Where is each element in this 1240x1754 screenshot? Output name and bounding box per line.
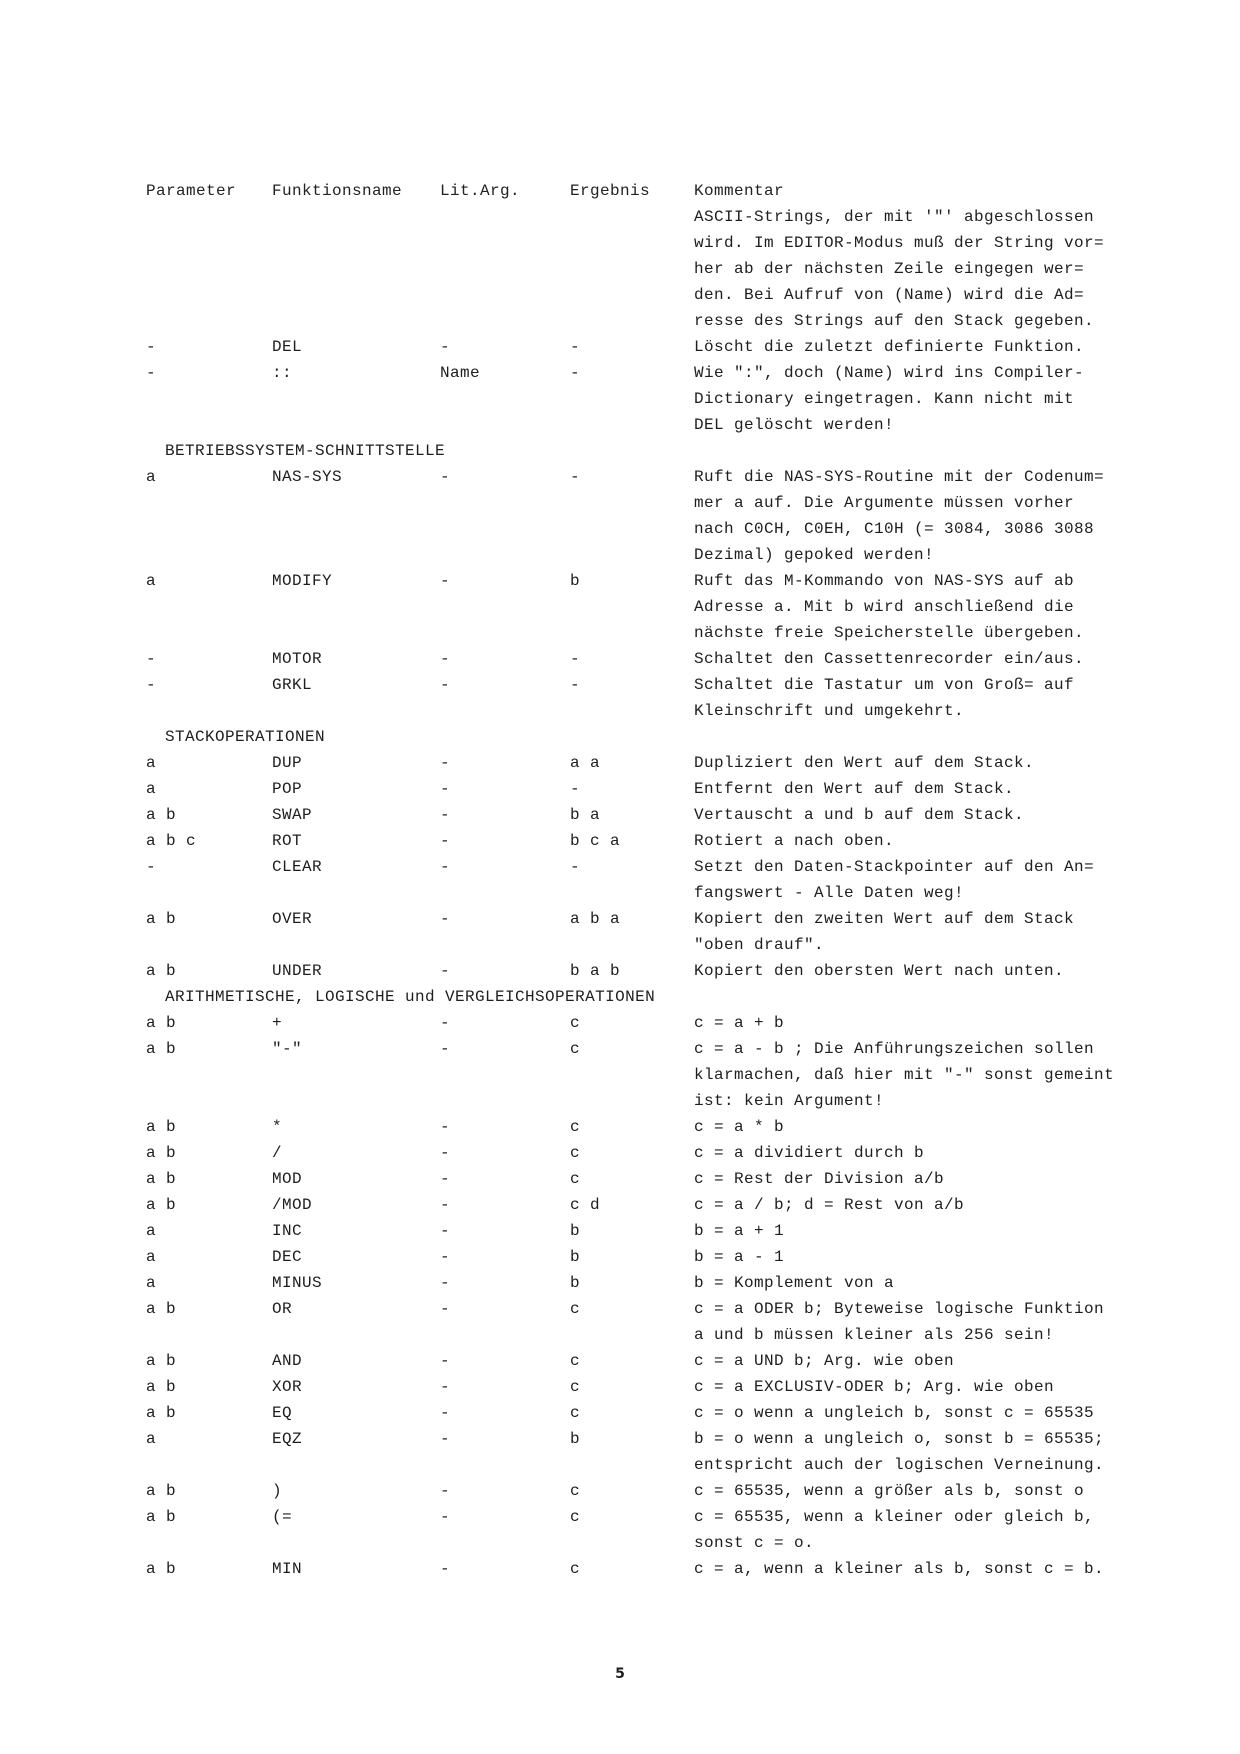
comment-cell: Schaltet die Tastatur um von Groß= auf (694, 676, 1075, 694)
comment-cell: Vertauscht a und b auf dem Stack. (694, 806, 1025, 824)
table-row (138, 854, 1158, 880)
parameter-cell: a b (146, 1482, 177, 1500)
literal-argument-cell: - (440, 572, 451, 590)
function-name-cell: MOTOR (272, 650, 323, 668)
table-row (138, 360, 1158, 386)
comment-continuation-row (138, 594, 1158, 620)
comment-continuation-row (138, 1062, 1158, 1088)
function-name-cell: XOR (272, 1378, 303, 1396)
literal-argument-cell: Name (440, 364, 481, 382)
comment-cell: c = a - b ; Die Anführungszeichen sollen (694, 1040, 1095, 1058)
literal-argument-cell: - (440, 338, 451, 356)
parameter-cell: a (146, 1430, 157, 1448)
comment-cell: Entfernt den Wert auf dem Stack. (694, 780, 1015, 798)
comment-continuation-row (138, 516, 1158, 542)
literal-argument-cell: - (440, 1352, 451, 1370)
comment-cell: Rotiert a nach oben. (694, 832, 895, 850)
parameter-cell: - (146, 338, 157, 356)
comment-cell: Adresse a. Mit b wird anschließend die (694, 598, 1075, 616)
section-heading: ARITHMETISCHE, LOGISCHE und VERGLEICHSOPERATIONEN (165, 988, 656, 1006)
result-cell: b a (570, 806, 601, 824)
comment-continuation-row (138, 1322, 1158, 1348)
result-cell: b (570, 1430, 581, 1448)
parameter-cell: a b (146, 910, 177, 928)
result-cell: c (570, 1014, 581, 1032)
function-name-cell: /MOD (272, 1196, 313, 1214)
function-name-cell: NAS-SYS (272, 468, 343, 486)
comment-cell: ASCII-Strings, der mit '"' abgeschlossen (694, 208, 1095, 226)
literal-argument-cell: - (440, 1196, 451, 1214)
comment-cell: c = a + b (694, 1014, 785, 1032)
comment-cell: her ab der nächsten Zeile eingegen wer= (694, 260, 1085, 278)
comment-cell: nach C0CH, C0EH, C10H (= 3084, 3086 3088 (694, 520, 1095, 538)
function-name-cell: + (272, 1014, 283, 1032)
comment-cell: Kopiert den zweiten Wert auf dem Stack (694, 910, 1075, 928)
table-row (138, 1010, 1158, 1036)
table-row (138, 828, 1158, 854)
parameter-cell: a (146, 572, 157, 590)
function-name-cell: EQZ (272, 1430, 303, 1448)
result-cell: b (570, 1274, 581, 1292)
literal-argument-cell: - (440, 1508, 451, 1526)
literal-argument-cell: - (440, 1300, 451, 1318)
table-body (138, 204, 1158, 1582)
comment-cell: Löscht die zuletzt definierte Funktion. (694, 338, 1085, 356)
result-cell: b c a (570, 832, 621, 850)
function-name-cell: ) (272, 1482, 283, 1500)
comment-continuation-row (138, 932, 1158, 958)
result-cell: c (570, 1404, 581, 1422)
comment-cell: b = o wenn a ungleich o, sonst b = 65535; (694, 1430, 1105, 1448)
result-cell: - (570, 338, 581, 356)
parameter-cell: a b c (146, 832, 197, 850)
parameter-cell: a b (146, 1404, 177, 1422)
literal-argument-cell: - (440, 780, 451, 798)
literal-argument-cell: - (440, 1430, 451, 1448)
comment-continuation-row (138, 204, 1158, 230)
comment-cell: nächste freie Speicherstelle übergeben. (694, 624, 1085, 642)
result-cell: b (570, 572, 581, 590)
parameter-cell: - (146, 650, 157, 668)
comment-cell: ist: kein Argument! (694, 1092, 885, 1110)
function-table (138, 178, 1158, 1582)
literal-argument-cell: - (440, 1118, 451, 1136)
comment-continuation-row (138, 308, 1158, 334)
function-name-cell: POP (272, 780, 303, 798)
comment-cell: klarmachen, daß hier mit "-" sonst gemeint (694, 1066, 1115, 1084)
comment-continuation-row (138, 698, 1158, 724)
table-row (138, 1348, 1158, 1374)
function-name-cell: MIN (272, 1560, 303, 1578)
header-ergebnis: Ergebnis (570, 182, 651, 200)
result-cell: - (570, 858, 581, 876)
comment-continuation-row (138, 386, 1158, 412)
table-row (138, 568, 1158, 594)
table-row (138, 1114, 1158, 1140)
comment-cell: Dezimal) gepoked werden! (694, 546, 935, 564)
comment-cell: den. Bei Aufruf von (Name) wird die Ad= (694, 286, 1085, 304)
comment-continuation-row (138, 282, 1158, 308)
table-row (138, 1036, 1158, 1062)
comment-continuation-row (138, 880, 1158, 906)
comment-continuation-row (138, 1088, 1158, 1114)
table-row (138, 1400, 1158, 1426)
result-cell: c (570, 1040, 581, 1058)
parameter-cell: a b (146, 1040, 177, 1058)
header-kommentar: Kommentar (694, 182, 785, 200)
function-name-cell: OVER (272, 910, 313, 928)
parameter-cell: - (146, 676, 157, 694)
literal-argument-cell: - (440, 1404, 451, 1422)
section-heading: BETRIEBSSYSTEM-SCHNITTSTELLE (165, 442, 446, 460)
comment-continuation-row (138, 256, 1158, 282)
comment-continuation-row (138, 1452, 1158, 1478)
comment-cell: Schaltet den Cassettenrecorder ein/aus. (694, 650, 1085, 668)
comment-continuation-row (138, 542, 1158, 568)
comment-cell: c = 65535, wenn a kleiner oder gleich b, (694, 1508, 1095, 1526)
comment-cell: b = a + 1 (694, 1222, 785, 1240)
parameter-cell: - (146, 858, 157, 876)
parameter-cell: a (146, 1248, 157, 1266)
literal-argument-cell: - (440, 468, 451, 486)
table-row (138, 1244, 1158, 1270)
parameter-cell: a (146, 1222, 157, 1240)
parameter-cell: a (146, 1274, 157, 1292)
table-row (138, 1192, 1158, 1218)
comment-cell: c = a / b; d = Rest von a/b (694, 1196, 965, 1214)
result-cell: c (570, 1352, 581, 1370)
parameter-cell: a b (146, 1508, 177, 1526)
result-cell: c (570, 1300, 581, 1318)
function-name-cell: / (272, 1144, 283, 1162)
section-heading-row (138, 984, 1158, 1010)
parameter-cell: - (146, 364, 157, 382)
comment-cell: Kopiert den obersten Wert nach unten. (694, 962, 1065, 980)
comment-cell: fangswert - Alle Daten weg! (694, 884, 965, 902)
parameter-cell: a b (146, 1378, 177, 1396)
comment-continuation-row (138, 1530, 1158, 1556)
comment-cell: DEL gelöscht werden! (694, 416, 895, 434)
table-row (138, 1478, 1158, 1504)
literal-argument-cell: - (440, 1222, 451, 1240)
table-row (138, 672, 1158, 698)
literal-argument-cell: - (440, 962, 451, 980)
table-row (138, 906, 1158, 932)
literal-argument-cell: - (440, 1014, 451, 1032)
literal-argument-cell: - (440, 754, 451, 772)
parameter-cell: a b (146, 1352, 177, 1370)
result-cell: - (570, 650, 581, 668)
literal-argument-cell: - (440, 1170, 451, 1188)
result-cell: b (570, 1248, 581, 1266)
function-name-cell: AND (272, 1352, 303, 1370)
parameter-cell: a (146, 780, 157, 798)
comment-cell: a und b müssen kleiner als 256 sein! (694, 1326, 1055, 1344)
literal-argument-cell: - (440, 832, 451, 850)
function-name-cell: MOD (272, 1170, 303, 1188)
table-row (138, 1504, 1158, 1530)
parameter-cell: a b (146, 1014, 177, 1032)
parameter-cell: a b (146, 1560, 177, 1578)
comment-cell: c = o wenn a ungleich b, sonst c = 65535 (694, 1404, 1095, 1422)
parameter-cell: a (146, 468, 157, 486)
table-row (138, 1140, 1158, 1166)
table-row (138, 1296, 1158, 1322)
comment-continuation-row (138, 412, 1158, 438)
function-name-cell: CLEAR (272, 858, 323, 876)
literal-argument-cell: - (440, 650, 451, 668)
comment-cell: resse des Strings auf den Stack gegeben. (694, 312, 1095, 330)
result-cell: a a (570, 754, 601, 772)
table-row (138, 1270, 1158, 1296)
result-cell: c (570, 1378, 581, 1396)
comment-cell: "oben drauf". (694, 936, 825, 954)
function-name-cell: ROT (272, 832, 303, 850)
header-funktionsname: Funktionsname (272, 182, 403, 200)
parameter-cell: a (146, 754, 157, 772)
comment-cell: c = a EXCLUSIV-ODER b; Arg. wie oben (694, 1378, 1055, 1396)
literal-argument-cell: - (440, 1144, 451, 1162)
table-row (138, 1166, 1158, 1192)
table-row (138, 958, 1158, 984)
result-cell: c (570, 1170, 581, 1188)
comment-cell: Ruft die NAS-SYS-Routine mit der Codenum= (694, 468, 1105, 486)
header-lit-arg: Lit.Arg. (440, 182, 521, 200)
table-row (138, 750, 1158, 776)
comment-cell: c = 65535, wenn a größer als b, sonst o (694, 1482, 1085, 1500)
page-number: 5 (615, 1666, 625, 1682)
comment-cell: c = a * b (694, 1118, 785, 1136)
function-name-cell: GRKL (272, 676, 313, 694)
comment-cell: Setzt den Daten-Stackpointer auf den An= (694, 858, 1095, 876)
comment-cell: sonst c = o. (694, 1534, 815, 1552)
comment-cell: Dictionary eingetragen. Kann nicht mit (694, 390, 1075, 408)
parameter-cell: a b (146, 1144, 177, 1162)
table-header (138, 178, 1158, 204)
function-name-cell: DEL (272, 338, 303, 356)
comment-cell: Kleinschrift und umgekehrt. (694, 702, 965, 720)
literal-argument-cell: - (440, 1040, 451, 1058)
table-row (138, 646, 1158, 672)
section-heading-row (138, 724, 1158, 750)
parameter-cell: a b (146, 1170, 177, 1188)
function-name-cell: INC (272, 1222, 303, 1240)
table-row (138, 334, 1158, 360)
literal-argument-cell: - (440, 1482, 451, 1500)
parameter-cell: a b (146, 1196, 177, 1214)
comment-cell: c = a ODER b; Byteweise logische Funktion (694, 1300, 1105, 1318)
function-name-cell: MODIFY (272, 572, 333, 590)
comment-cell: b = a - 1 (694, 1248, 785, 1266)
result-cell: b a b (570, 962, 621, 980)
comment-cell: wird. Im EDITOR-Modus muß der String vor= (694, 234, 1105, 252)
literal-argument-cell: - (440, 858, 451, 876)
table-row (138, 1374, 1158, 1400)
function-name-cell: EQ (272, 1404, 293, 1422)
result-cell: c (570, 1482, 581, 1500)
result-cell: c d (570, 1196, 601, 1214)
function-name-cell: :: (272, 364, 293, 382)
comment-cell: Ruft das M-Kommando von NAS-SYS auf ab (694, 572, 1075, 590)
result-cell: a b a (570, 910, 621, 928)
comment-cell: c = Rest der Division a/b (694, 1170, 945, 1188)
result-cell: c (570, 1508, 581, 1526)
literal-argument-cell: - (440, 806, 451, 824)
function-name-cell: * (272, 1118, 283, 1136)
header-parameter: Parameter (146, 182, 237, 200)
function-name-cell: DEC (272, 1248, 303, 1266)
parameter-cell: a b (146, 806, 177, 824)
comment-continuation-row (138, 620, 1158, 646)
result-cell: - (570, 468, 581, 486)
result-cell: c (570, 1118, 581, 1136)
function-name-cell: OR (272, 1300, 293, 1318)
comment-cell: b = Komplement von a (694, 1274, 895, 1292)
comment-cell: c = a UND b; Arg. wie oben (694, 1352, 955, 1370)
result-cell: c (570, 1560, 581, 1578)
section-heading-row (138, 438, 1158, 464)
comment-cell: c = a, wenn a kleiner als b, sonst c = b. (694, 1560, 1105, 1578)
function-name-cell: SWAP (272, 806, 313, 824)
table-row (138, 802, 1158, 828)
function-name-cell: DUP (272, 754, 303, 772)
literal-argument-cell: - (440, 1248, 451, 1266)
literal-argument-cell: - (440, 1274, 451, 1292)
literal-argument-cell: - (440, 676, 451, 694)
comment-continuation-row (138, 490, 1158, 516)
table-row (138, 464, 1158, 490)
result-cell: b (570, 1222, 581, 1240)
table-row (138, 1426, 1158, 1452)
comment-cell: Dupliziert den Wert auf dem Stack. (694, 754, 1035, 772)
result-cell: - (570, 364, 581, 382)
result-cell: - (570, 676, 581, 694)
comment-continuation-row (138, 230, 1158, 256)
literal-argument-cell: - (440, 910, 451, 928)
function-name-cell: MINUS (272, 1274, 323, 1292)
table-row (138, 1218, 1158, 1244)
comment-cell: mer a auf. Die Argumente müssen vorher (694, 494, 1075, 512)
literal-argument-cell: - (440, 1560, 451, 1578)
parameter-cell: a b (146, 1300, 177, 1318)
result-cell: - (570, 780, 581, 798)
section-heading: STACKOPERATIONEN (165, 728, 326, 746)
table-row (138, 1556, 1158, 1582)
comment-cell: Wie ":", doch (Name) wird ins Compiler- (694, 364, 1085, 382)
result-cell: c (570, 1144, 581, 1162)
function-name-cell: "-" (272, 1040, 303, 1058)
function-name-cell: UNDER (272, 962, 323, 980)
parameter-cell: a b (146, 1118, 177, 1136)
parameter-cell: a b (146, 962, 177, 980)
literal-argument-cell: - (440, 1378, 451, 1396)
function-name-cell: (= (272, 1508, 293, 1526)
comment-cell: c = a dividiert durch b (694, 1144, 925, 1162)
table-row (138, 776, 1158, 802)
comment-cell: entspricht auch der logischen Verneinung. (694, 1456, 1105, 1474)
